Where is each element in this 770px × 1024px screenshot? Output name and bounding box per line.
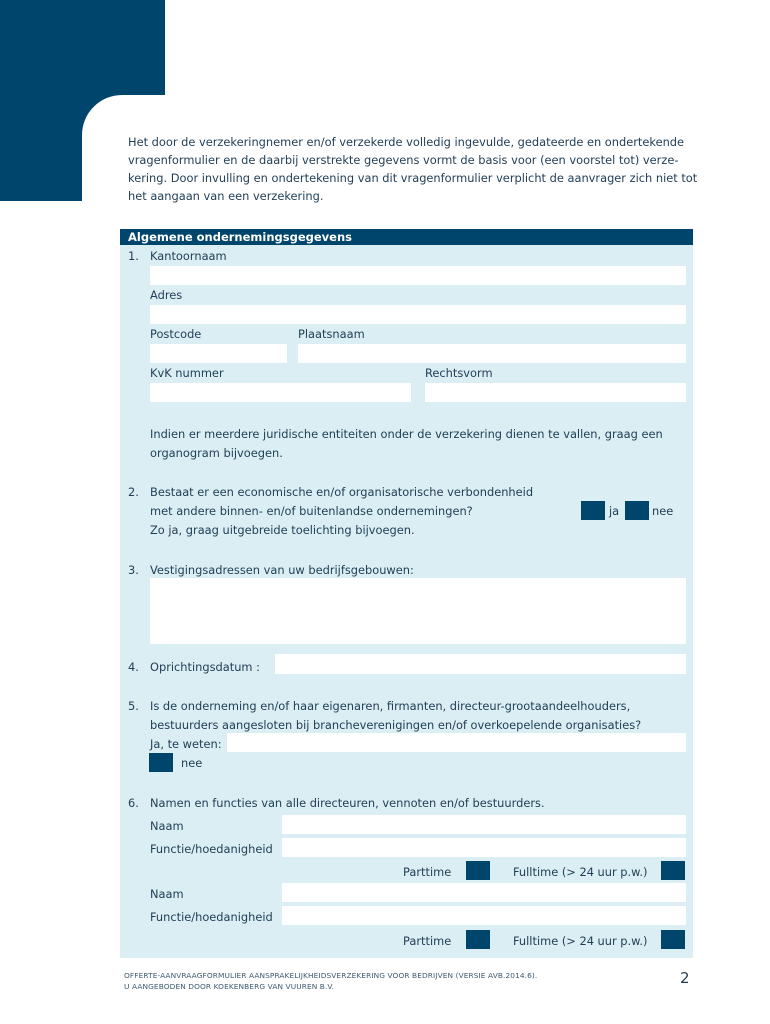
q2-ja-checkbox[interactable] bbox=[581, 501, 605, 520]
person1-fulltime-label: Fulltime (> 24 uur p.w.) bbox=[513, 865, 648, 879]
question-number: 2. bbox=[128, 485, 139, 499]
q2-text-line: met andere binnen- en/of buitenlandse ondernemingen? bbox=[150, 504, 473, 518]
q2-text-line: Zo ja, graag uitgebreide toelichting bijvoegen. bbox=[150, 523, 415, 537]
person2-functie-input[interactable] bbox=[282, 906, 686, 925]
q5-nee-label: nee bbox=[181, 756, 203, 770]
kantoornaam-label: Kantoornaam bbox=[150, 249, 227, 263]
adres-label: Adres bbox=[150, 288, 183, 302]
person2-functie-label: Functie/hoedanigheid bbox=[150, 910, 273, 924]
person2-parttime-label: Parttime bbox=[403, 934, 452, 948]
intro-paragraph bbox=[128, 133, 698, 205]
q1-note-line: Indien er meerdere juridische entiteiten onder de verzekering dienen te vallen, graag een bbox=[150, 427, 663, 441]
q2-nee-label: nee bbox=[652, 504, 674, 518]
question-number: 4. bbox=[128, 660, 139, 674]
vestigingsadressen-textarea[interactable] bbox=[150, 578, 686, 644]
footer-text bbox=[124, 970, 537, 992]
question-number: 5. bbox=[128, 699, 139, 713]
oprichtingsdatum-input[interactable] bbox=[275, 654, 686, 674]
rechtsvorm-input[interactable] bbox=[425, 383, 686, 402]
intro-line: het aangaan van een verzekering. bbox=[128, 189, 324, 203]
corner-decoration bbox=[0, 0, 165, 95]
corner-decoration-left bbox=[0, 95, 82, 201]
person1-functie-label: Functie/hoedanigheid bbox=[150, 842, 273, 856]
person2-parttime-checkbox[interactable] bbox=[466, 930, 490, 949]
question-number: 3. bbox=[128, 563, 139, 577]
kvk-label: KvK nummer bbox=[150, 366, 224, 380]
q2-nee-checkbox[interactable] bbox=[625, 501, 649, 520]
q2-ja-label: ja bbox=[609, 504, 620, 518]
person2-naam-input[interactable] bbox=[282, 883, 686, 902]
q5-nee-checkbox[interactable] bbox=[149, 753, 173, 772]
kvk-input[interactable] bbox=[150, 383, 411, 402]
postcode-input[interactable] bbox=[150, 344, 287, 363]
person2-fulltime-label: Fulltime (> 24 uur p.w.) bbox=[513, 934, 648, 948]
question-number: 1. bbox=[128, 249, 139, 263]
person1-parttime-checkbox[interactable] bbox=[466, 861, 490, 880]
q6-label: Namen en functies van alle directeuren, vennoten en/of bestuurders. bbox=[150, 796, 545, 810]
question-number: 6. bbox=[128, 796, 139, 810]
person1-naam-input[interactable] bbox=[282, 815, 686, 834]
q5-ja-label: Ja, te weten: bbox=[150, 737, 222, 751]
intro-line: Het door de verzekeringnemer en/of verzekerde volledig ingevulde, gedateerde en ondertekende bbox=[128, 135, 685, 149]
plaatsnaam-input[interactable] bbox=[298, 344, 686, 363]
postcode-label: Postcode bbox=[150, 327, 202, 341]
form-panel bbox=[120, 245, 693, 958]
q2-text-line: Bestaat er een economische en/of organisatorische verbondenheid bbox=[150, 485, 534, 499]
q3-label: Vestigingsadressen van uw bedrijfsgebouwen: bbox=[150, 563, 414, 577]
rechtsvorm-label: Rechtsvorm bbox=[425, 366, 493, 380]
page-number: 2 bbox=[680, 969, 690, 987]
q5-text-line: bestuurders aangesloten bij brancheverenigingen en/of overkoepelende organisaties? bbox=[150, 718, 642, 732]
q4-label: Oprichtingsdatum : bbox=[150, 660, 260, 674]
q1-note-line: organogram bijvoegen. bbox=[150, 446, 283, 460]
person1-fulltime-checkbox[interactable] bbox=[661, 861, 685, 880]
person1-functie-input[interactable] bbox=[282, 838, 686, 857]
person1-naam-label: Naam bbox=[150, 819, 184, 833]
corner-decoration-curve bbox=[82, 95, 122, 135]
section-header: Algemene ondernemingsgegevens bbox=[120, 229, 693, 245]
person2-fulltime-checkbox[interactable] bbox=[661, 930, 685, 949]
intro-line: vragenformulier en de daarbij verstrekte gegevens vormt de basis voor (een voorstel tot) verze- bbox=[128, 153, 679, 167]
q5-ja-input[interactable] bbox=[227, 733, 686, 752]
footer-line: OFFERTE-AANVRAAGFORMULIER AANSPRAKELIJKHEIDSVERZEKERING VOOR BEDRIJVEN (VERSIE AVB.2014.6). bbox=[124, 971, 538, 980]
q5-text-line: Is de onderneming en/of haar eigenaren, firmanten, directeur-grootaandeelhouders, bbox=[150, 699, 631, 713]
kantoornaam-input[interactable] bbox=[150, 266, 686, 285]
footer-line: U AANGEBODEN DOOR KOEKENBERG VAN VUUREN B.V. bbox=[124, 982, 335, 991]
adres-input[interactable] bbox=[150, 305, 686, 324]
person1-parttime-label: Parttime bbox=[403, 865, 452, 879]
person2-naam-label: Naam bbox=[150, 887, 184, 901]
plaatsnaam-label: Plaatsnaam bbox=[298, 327, 365, 341]
intro-line: kering. Door invulling en ondertekening van dit vragenformulier verplicht de aanvrager zich niet tot bbox=[128, 171, 698, 185]
